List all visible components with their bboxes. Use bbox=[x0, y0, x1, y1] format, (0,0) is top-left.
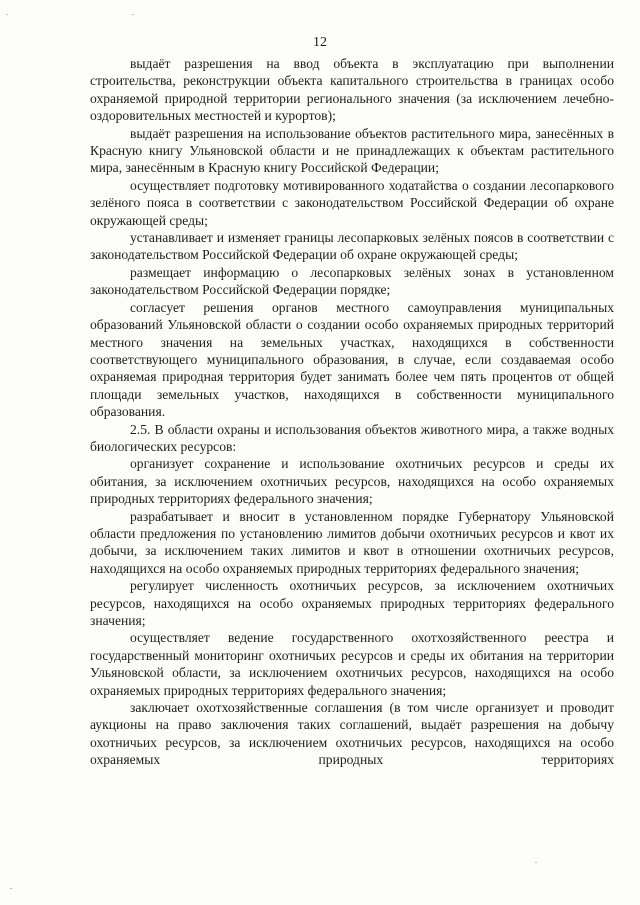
paragraph: устанавливает и изменяет границы лесопарковых зелёных поясов в соответствии с законодательством Российской Федерации об охране окружающей среды; bbox=[90, 230, 614, 263]
paragraph: организует сохранение и использование охотничьих ресурсов и среды их обитания, за исключением охотничьих ресурсов, находящихся на особо охраняемых природных территориях федерального значения; bbox=[90, 456, 614, 507]
section-heading-paragraph: 2.5. В области охраны и использования объектов животного мира, а также водных биологических ресурсов: bbox=[90, 421, 614, 454]
paragraph: согласует решения органов местного самоуправления муниципальных образований Ульяновской области о создании особо охраняемых природных территорий местного значения на земельных участках, находящихся в собственности соответствующего муниципального образования, в случае, если создаваемая особо охраняемая природная территория будет занимать более чем пять процентов от общей площади земельных участков, находящихся в собственности муниципального образования. bbox=[90, 299, 614, 420]
page-number: 12 bbox=[313, 35, 327, 50]
paragraph: размещает информацию о лесопарковых зелёных зонах в установленном законодательством Российской Федерации порядке; bbox=[90, 264, 614, 298]
paragraph: выдаёт разрешения на ввод объекта в эксплуатацию при выполнении строительства, реконструкции объекта капитального строительства в границах особо охраняемой природной территории регионального значения (за исключением лечебно-оздоровительных местностей и курортов); bbox=[90, 56, 614, 124]
paragraph: выдаёт разрешения на использование объектов растительного мира, занесённых в Красную книгу Ульяновской области и не принадлежащих к объектам растительного мира, занесённым в Красную книгу Российской Федерации; bbox=[90, 125, 614, 176]
paragraph: осуществляет ведение государственного охотхозяйственного реестра и государственный мониторинг охотничьих ресурсов и среды их обитания на территории Ульяновской области, за исключением охотничьих ресурсов, находящихся на особо охраняемых природных территориях федерального значения; bbox=[90, 630, 614, 698]
paragraph: заключает охотхозяйственные соглашения (в том числе организует и проводит аукционы на право заключения таких соглашений, выдаёт разрешения на добычу охотничьих ресурсов, за исключением охотничьих ресурсов, находящихся на особо охраняемых природных территориях bbox=[90, 700, 614, 768]
scan-speck bbox=[10, 888, 12, 889]
paragraph: разрабатывает и вносит в установленном порядке Губернатору Ульяновской области предложения по установлению лимитов добычи охотничьих ресурсов и квот их добычи, за исключением таких лимитов и квот в отношении охотничьих ресурсов, находящихся на особо охраняемых природных территориях федерального значения; bbox=[90, 508, 614, 576]
paragraph: осуществляет подготовку мотивированного ходатайства о создании лесопаркового зелёного пояса в соответствии с законодательством Российской Федерации об охране окружающей среды; bbox=[90, 177, 614, 228]
document-body bbox=[90, 55, 614, 769]
scan-speck bbox=[6, 14, 8, 15]
scan-speck bbox=[132, 14, 134, 15]
scan-speck bbox=[535, 862, 537, 863]
paragraph: регулирует численность охотничьих ресурсов, за исключением охотничьих ресурсов, находящихся на особо охраняемых природных территориях федерального значения; bbox=[90, 578, 614, 628]
